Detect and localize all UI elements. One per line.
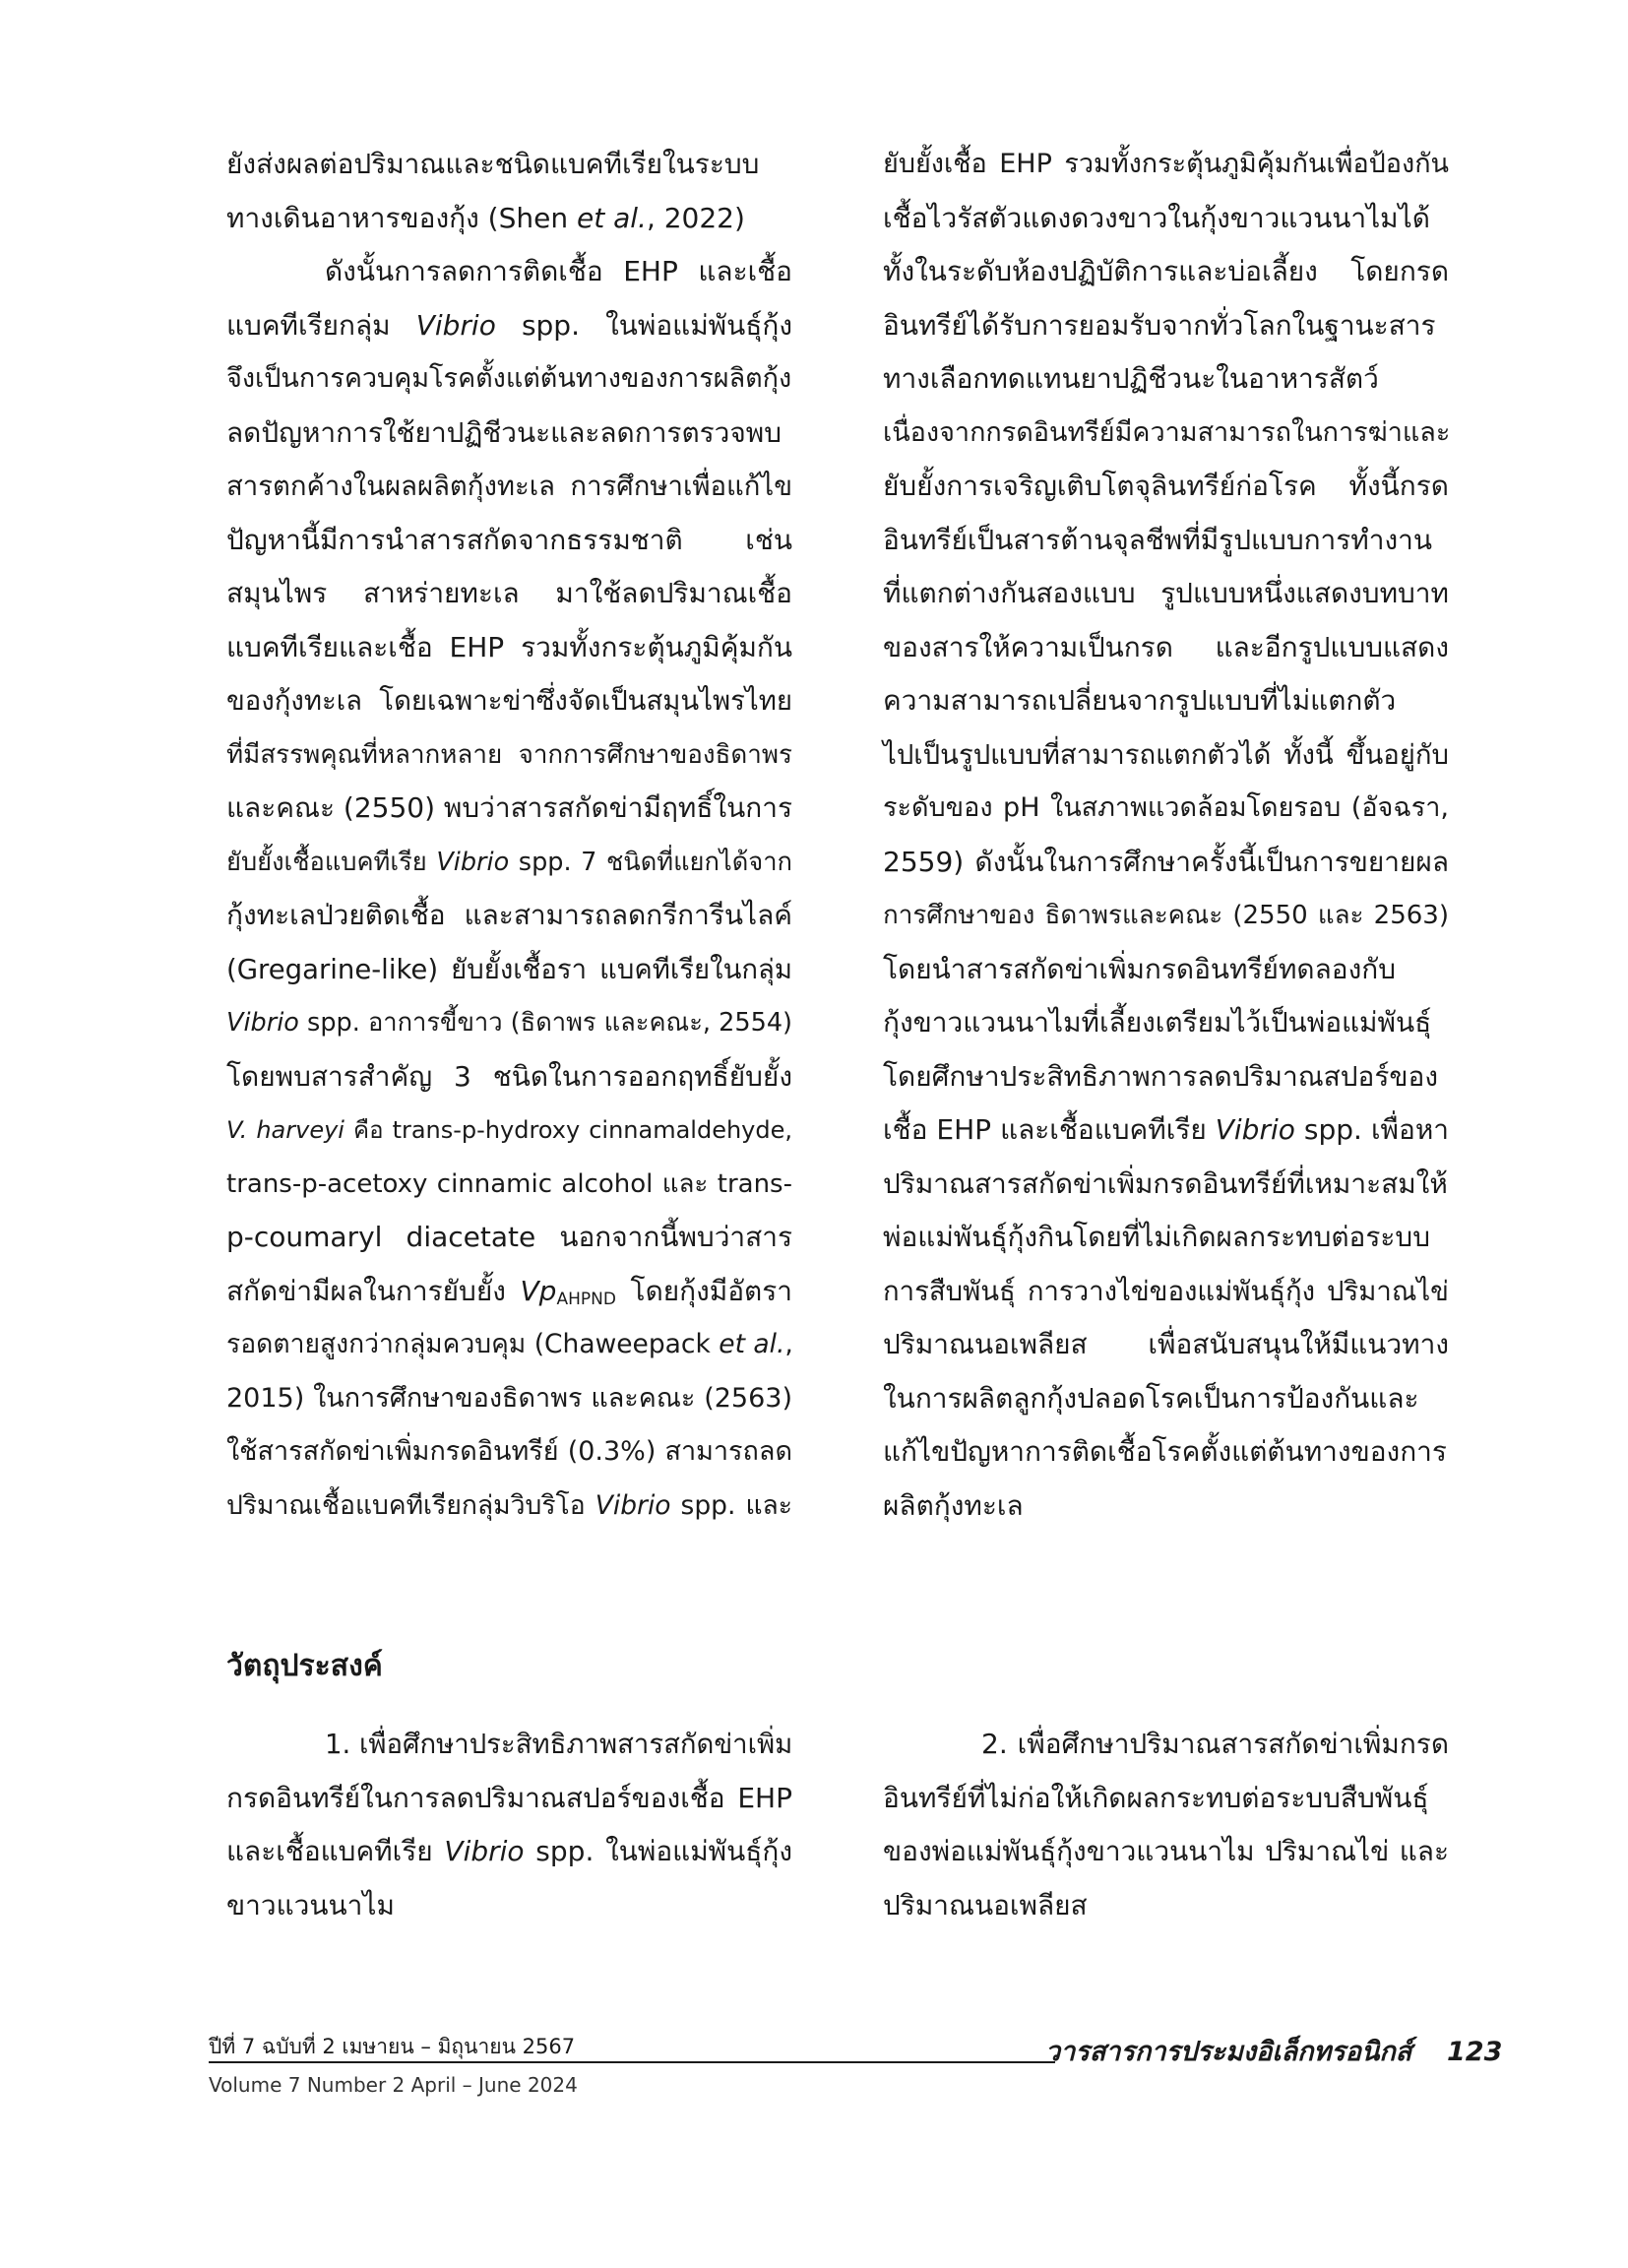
text-line: ที่แตกต่างกันสองแบบ รูปแบบหนึ่งแสดงบทบาท — [883, 577, 1449, 609]
text-line: p-coumaryl diacetate นอกจากนี้พบว่าสาร — [226, 1221, 792, 1253]
text-line: อินทรีย์ที่ไม่ก่อให้เกิดผลกระทบต่อระบบสืบพันธุ์ — [883, 1781, 1429, 1814]
text-line: ลดปัญหาการใช้ยาปฏิชีวนะและลดการตรวจพบ — [226, 415, 783, 449]
text-line: ทั้งในระดับห้องปฏิบัติการและบ่อเลี้ยง โดยกรด — [883, 255, 1449, 287]
right-column — [883, 138, 1449, 1533]
text-line: ยับยั้งการเจริญเติบโตจุลินทรีย์ก่อโรค ทั้งนี้กรด — [883, 470, 1449, 502]
text-line: กุ้งทะเลป่วยติดเชื้อ และสามารถลดกรีการีนไลค์ — [226, 899, 792, 931]
text-line: ยังส่งผลต่อปริมาณและชนิดแบคทีเรียในระบบ — [226, 148, 760, 180]
text-line: เนื่องจากกรดอินทรีย์มีความสามารถในการฆ่าและ — [883, 416, 1451, 448]
paragraph-start: ดังนั้นการลดการติดเชื้อ EHP และเชื้อ — [325, 255, 792, 287]
text-line: ปริมาณนอเพลียส — [883, 1888, 1088, 1922]
text-line: ใช้สารสกัดข่าเพิ่มกรดอินทรีย์ (0.3%) สามารถลด — [226, 1436, 792, 1467]
text-line: เชื้อไวรัสตัวแดงดวงขาวในกุ้งขาวแวนนาไมได้ — [883, 201, 1430, 234]
text-line: แก้ไขปัญหาการติดเชื้อโรคตั้งแต่ต้นทางของการ — [883, 1435, 1447, 1468]
text-line: ทางเดินอาหารของกุ้ง (Shen et al., 2022) — [226, 201, 745, 234]
text-line: สมุนไพร สาหร่ายทะเล มาใช้ลดปริมาณเชื้อ — [226, 577, 792, 609]
text-line: โดยนำสารสกัดข่าเพิ่มกรดอินทรีย์ทดลองกับ — [883, 952, 1396, 985]
left-column — [226, 138, 792, 1533]
text-line: กรดอินทรีย์ในการลดปริมาณสปอร์ของเชื้อ EHP — [226, 1781, 792, 1814]
text-line: พ่อแม่พันธุ์กุ้งกินโดยที่ไม่เกิดผลกระทบต่อระบบ — [883, 1221, 1430, 1253]
text-line: อินทรีย์ได้รับการยอมรับจากทั่วโลกในฐานะสาร — [883, 308, 1436, 342]
text-line: Vibrio spp. อาการขี้ขาว (ธิดาพร และคณะ, 2554) — [226, 1008, 792, 1038]
text-line: ผลิตกุ้งทะเล — [883, 1488, 1024, 1522]
text-line: สกัดข่ามีผลในการยับยั้ง $Vp_{AHPND}$ โดยกุ้งมีอัตรา — [226, 1274, 792, 1309]
text-line: กุ้งขาวแวนนาไมที่เลี้ยงเตรียมไว้เป็นพ่อแม่พันธุ์ — [883, 1006, 1432, 1039]
text-line: trans-p-acetoxy cinnamic alcohol และ trans- — [226, 1168, 792, 1199]
text-line: การศึกษาของ ธิดาพรและคณะ (2550 และ 2563) — [883, 901, 1449, 930]
text-line: โดยศึกษาประสิทธิภาพการลดปริมาณสปอร์ของ — [883, 1059, 1439, 1093]
text-line: ขาวแวนนาไม — [226, 1888, 395, 1922]
text-line: ยับยั้งเชื้อแบคทีเรีย Vibrio spp. 7 ชนิดที่แยกได้จาก — [226, 847, 792, 877]
text-line: อินทรีย์เป็นสารต้านจุลชีพที่มีรูปแบบการทำงาน — [883, 523, 1433, 556]
text-line: และเชื้อแบคทีเรีย Vibrio spp. ในพ่อแม่พันธุ์กุ้ง — [226, 1835, 792, 1867]
text-line: (Gregarine-like) ยับยั้งเชื้อรา แบคทีเรียในกลุ่ม — [226, 953, 792, 985]
text-line: ปริมาณเชื้อแบคทีเรียกลุ่มวิบริโอ Vibrio spp. และ — [226, 1489, 793, 1521]
text-line: ระดับของ pH ในสภาพแวดล้อมโดยรอบ (อัจฉรา, — [883, 792, 1449, 823]
text-line: ของสารให้ความเป็นกรด และอีกรูปแบบแสดง — [883, 630, 1449, 663]
objective-1 — [226, 1718, 792, 1932]
text-line: 2015) ในการศึกษาของธิดาพร และคณะ (2563) — [226, 1382, 792, 1414]
text-line: จึงเป็นการควบคุมโรคตั้งแต่ต้นทางของการผลิตกุ้ง — [226, 363, 792, 394]
text-line: การสืบพันธุ์ การวางไข่ของแม่พันธุ์กุ้ง ปริมาณไข่ — [883, 1275, 1449, 1307]
text-line: 1. เพื่อศึกษาประสิทธิภาพสารสกัดข่าเพิ่ม — [325, 1729, 793, 1760]
text-line: โดยพบสารสำคัญ 3 ชนิดในการออกฤทธิ์ยับยั้ง — [226, 1059, 792, 1093]
section-heading-objectives: วัตถุประสงค์ — [226, 1649, 383, 1683]
objective-2 — [883, 1718, 1449, 1932]
text-line: ไปเป็นรูปแบบที่สามารถแตกตัวได้ ทั้งนี้ ขึ้นอยู่กับ — [883, 738, 1449, 771]
text-line: ปัญหานี้มีการนำสารสกัดจากธรรมชาติ เช่น — [226, 523, 792, 556]
text-line: ปริมาณสารสกัดข่าเพิ่มกรดอินทรีย์ที่เหมาะสมให้ — [883, 1166, 1448, 1200]
text-line: ปริมาณนอเพลียส เพื่อสนับสนุนให้มีแนวทาง — [883, 1328, 1449, 1360]
text-line: แบคทีเรียและเชื้อ EHP รวมทั้งกระตุ้นภูมิคุ้มกัน — [226, 630, 792, 663]
text-line: ยับยั้งเชื้อ EHP รวมทั้งกระตุ้นภูมิคุ้มกันเพื่อป้องกัน — [883, 149, 1449, 179]
footer-divider — [209, 2061, 1055, 2063]
text-line: ของพ่อแม่พันธุ์กุ้งขาวแวนนาไม ปริมาณไข่ และ — [883, 1835, 1449, 1867]
text-line: ในการผลิตลูกกุ้งปลอดโรคเป็นการป้องกันและ — [883, 1381, 1419, 1415]
text-line: 2. เพื่อศึกษาปริมาณสารสกัดข่าเพิ่มกรด — [981, 1728, 1449, 1760]
text-line: ทางเลือกทดแทนยาปฏิชีวนะในอาหารสัตว์ — [883, 362, 1379, 395]
text-line: 2559) ดังนั้นในการศึกษาครั้งนี้เป็นการขยายผล — [883, 845, 1449, 878]
text-line: ที่มีสรรพคุณที่หลากหลาย จากการศึกษาของธิดาพร — [226, 739, 792, 770]
text-line: รอดตายสูงกว่ากลุ่มควบคุม (Chaweepack et al., — [226, 1329, 793, 1359]
text-line: ของกุ้งทะเล โดยเฉพาะข่าซึ่งจัดเป็นสมุนไพรไทย — [226, 685, 792, 717]
text-line: และคณะ (2550) พบว่าสารสกัดข่ามีฤทธิ์ในการ — [226, 791, 792, 824]
issue-info-thai: ปีที่ 7 ฉบับที่ 2 เมษายน – มิถุนายน 2567 — [209, 2035, 576, 2058]
journal-name: วารสารการประมงอิเล็กทรอนิกส์ — [1045, 2037, 1412, 2067]
text-line: แบคทีเรียกลุ่ม Vibrio spp. ในพ่อแม่พันธุ์กุ้ง — [226, 308, 792, 342]
text-line: ความสามารถเปลี่ยนจากรูปแบบที่ไม่แตกตัว — [883, 684, 1397, 717]
text-line: สารตกค้างในผลผลิตกุ้งทะเล การศึกษาเพื่อแก้ไข — [226, 471, 792, 502]
page-number: 123 — [1447, 2037, 1503, 2067]
text-line: V. harveyi คือ trans-p-hydroxy cinnamaldehyde, — [226, 1116, 792, 1144]
text-line: เชื้อ EHP และเชื้อแบคทีเรีย Vibrio spp. เพื่อหา — [883, 1113, 1449, 1146]
issue-info-english: Volume 7 Number 2 April – June 2024 — [209, 2073, 578, 2097]
